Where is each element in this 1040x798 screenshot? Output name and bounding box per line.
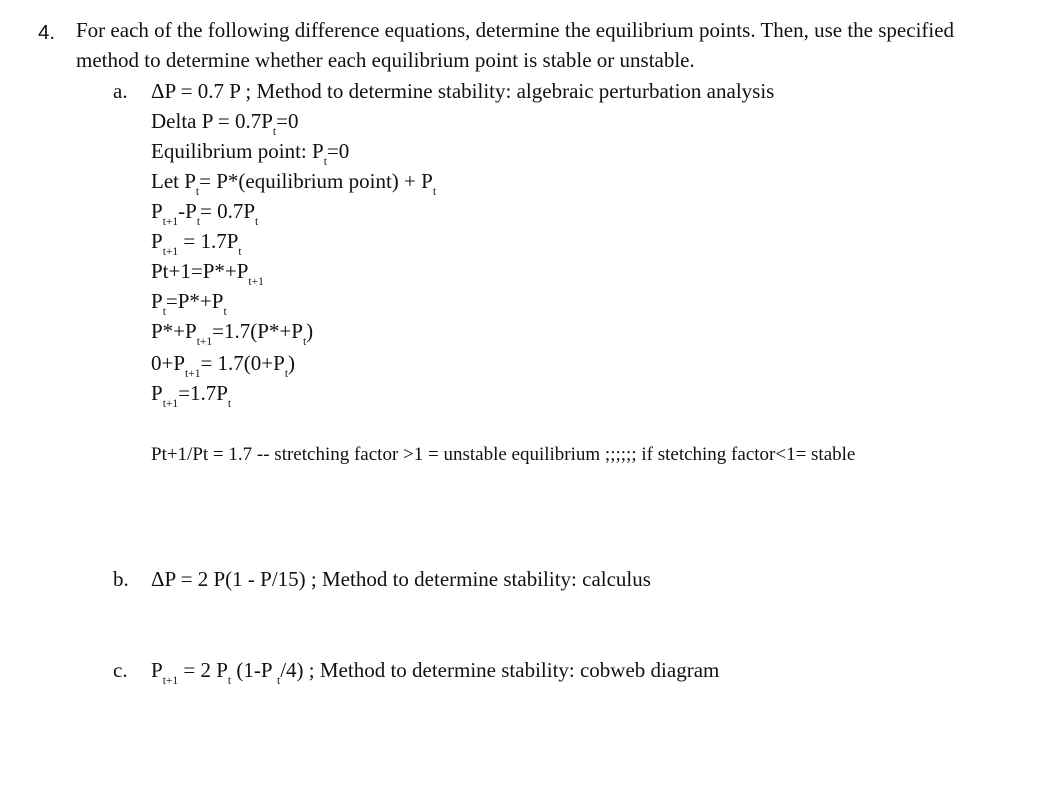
work-line-2: Equilibrium point: $P_t=0$ bbox=[151, 139, 350, 168]
part-c-label: c. bbox=[113, 658, 128, 682]
part-a-label: a. bbox=[113, 79, 128, 103]
part-b-prompt: ΔP = 2 P(1 - P/15) ; Method to determine stability: calculus bbox=[151, 567, 651, 591]
conclusion-line: Pt+1/Pt = 1.7 -- stretching factor >1 = unstable equilibrium ;;;;;; if stetching factor<1= stable bbox=[151, 444, 856, 465]
work-line-10: $P_{t+1}=1.7P_t$ bbox=[151, 381, 232, 410]
work-line-3: Let $P_t=$ P*(equilibrium point) + $P_t$ bbox=[151, 169, 437, 198]
part-b-label: b. bbox=[113, 567, 129, 591]
work-line-1: Delta $P = 0.7P_t=0$ bbox=[151, 109, 299, 138]
work-line-9: $0+P_{t+1}= 1.7(0+P_t)$ bbox=[151, 351, 296, 380]
question-number: 4. bbox=[38, 21, 56, 44]
work-line-4: $P_{t+1}-P_t= 0.7P_t$ bbox=[151, 199, 259, 228]
part-c-prompt: $P_{t+1} = 2$ $P_t$ (1-P $_t$/4) ; Method to determine stability: cobweb diagram bbox=[151, 658, 720, 687]
part-a-prompt: ΔP = 0.7 P ; Method to determine stability: algebraic perturbation analysis bbox=[151, 79, 775, 103]
work-line-8: $P*+P_{t+1}=1.7(P*+P_t)$ bbox=[151, 319, 314, 348]
work-line-7: $P_t=P*+P_t$ bbox=[151, 289, 227, 318]
question-intro: For each of the following difference equations, determine the equilibrium points. Then, use the specified method to determine whether each equilibrium point is stable or unstable. bbox=[76, 18, 955, 72]
work-line-6: $Pt+1=P*+P_{t+1}$ bbox=[151, 259, 264, 288]
work-line-5: $P_{t+1} = 1.7P_t$ bbox=[151, 229, 242, 258]
